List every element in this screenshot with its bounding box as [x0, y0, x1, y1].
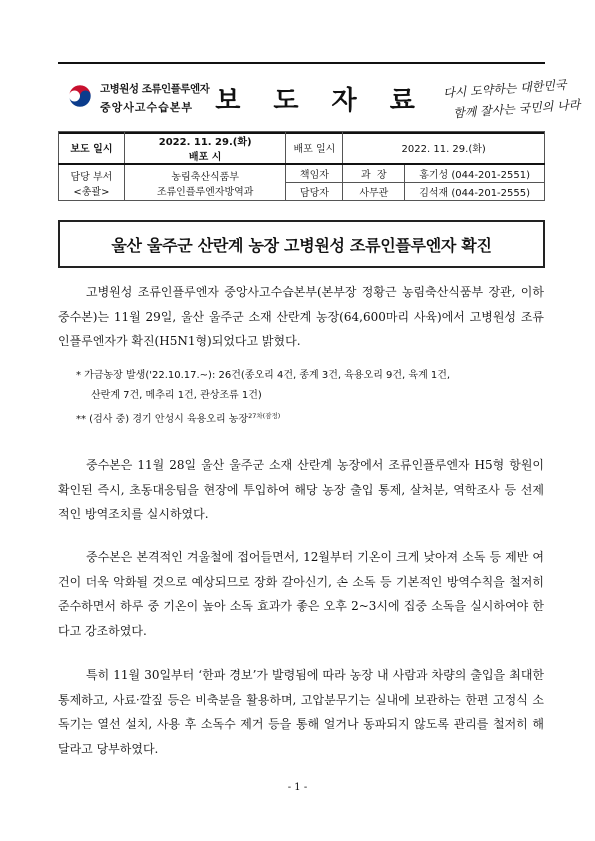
responsible-name: 홍기성 (044-201-2551) [405, 164, 545, 183]
headline-box [58, 220, 545, 268]
note-1-line2: 산란계 7건, 메추리 1건, 관상조류 1건) [91, 390, 262, 401]
paragraph-4 [58, 663, 544, 761]
department-line2: 조류인플루엔자방역과 [156, 186, 254, 198]
press-release-title: 보 도 자 료 [215, 85, 427, 116]
paragraph-4-text: 특히 11월 30일부터 ‘한파 경보’가 발령됨에 따라 농장 내 사람과 차량의 출입을 최대한 통제하고, 사료·깔짚 등은 비축분을 활용하며, 고압분무기는 실내에 보관하는 한편 고정식 소독기는 열선 설치, 사용 후 소독수 제거 등을 통해 얼거나 동파되지 않도록 관리를 철저히 해 달라고 당부하였다. [58, 668, 544, 756]
press-header [58, 62, 581, 134]
note-1-line1: * 가금농장 발생('22.10.17.~): 26건(종오리 4건, 종계 3건, 육용오리 9건, 육계 1건, [76, 370, 451, 381]
responsible-title: 과 장 [343, 164, 405, 183]
taegeuk-emblem-icon [66, 82, 94, 110]
paragraph-1-text: 고병원성 조류인플루엔자 중앙사고수습본부(본부장 정황근 농림축산식품부 장관, 이하 중수본)는 11월 29일, 울산 울주군 소재 산란계 농장(64,600마리 사육)에서 고병원성 조류인플루엔자가 확진(H5N1형)되었다고 밝혔다. [58, 285, 544, 348]
distribution-date: 2022. 11. 29.(화) [343, 132, 545, 165]
org-name-line1: 고병원성 조류인플루엔자 [100, 83, 210, 95]
release-info-table [58, 131, 545, 201]
note-2 [76, 406, 546, 430]
slogan-line1: 다시 도약하는 대한민국 [442, 77, 567, 101]
org-logo [58, 64, 210, 132]
release-when: 배포 시 [188, 151, 222, 163]
department-label: 담당 부서 [70, 171, 113, 183]
page-number: - 1 - [287, 782, 308, 793]
government-slogan [442, 74, 581, 124]
note-2-sup: 27차(잠정) [248, 412, 281, 420]
release-label: 보도 일시 [59, 132, 125, 165]
responsible-row [59, 164, 545, 183]
slogan-line2: 함께 잘사는 국민의 나라 [452, 97, 581, 121]
department-cell [124, 164, 286, 201]
paragraph-3 [58, 545, 544, 643]
paragraph-1 [58, 280, 544, 354]
department-line1: 농림축산식품부 [171, 171, 239, 183]
org-name-line2: 중앙사고수습본부 [100, 101, 194, 114]
department-label-cell [59, 164, 125, 201]
release-date-cell [124, 132, 286, 165]
note-2-text: ** (검사 중) 경기 안성시 육용오리 농장 [76, 414, 249, 425]
paragraph-2-text: 중수본은 11월 28일 울산 울주군 소재 산란계 농장에서 조류인플루엔자 H5형 항원이 확인된 즉시, 초동대응팀을 현장에 투입하여 해당 농장 출입 통제, 살처분, 역학조사 등 선제적인 방역조치를 실시하였다. [58, 458, 544, 521]
headline: 울산 울주군 산란계 농장 고병원성 조류인플루엔자 확진 [111, 235, 492, 255]
paragraph-2 [58, 453, 544, 527]
footnotes [76, 366, 546, 430]
department-sub: <총괄> [73, 186, 110, 198]
staff-name: 김석재 (044-201-2555) [405, 183, 545, 201]
release-row [59, 132, 545, 165]
responsible-label: 책임자 [286, 164, 343, 183]
paragraph-3-text: 중수본은 본격적인 겨울철에 접어들면서, 12월부터 기온이 크게 낮아져 소독 등 제반 여건이 더욱 악화될 것으로 예상되므로 장화 갈아신기, 손 소독 등 기본적인 방역수칙을 철저히 준수하면서 하루 중 기온이 높아 소독 효과가 좋은 오후 2~3시에 집중 소독을 실시하여야 한다고 강조하였다. [58, 550, 544, 638]
release-date: 2022. 11. 29.(화) [158, 136, 252, 148]
distribution-label: 배포 일시 [286, 132, 343, 165]
staff-title: 사무관 [343, 183, 405, 201]
staff-label: 담당자 [286, 183, 343, 201]
